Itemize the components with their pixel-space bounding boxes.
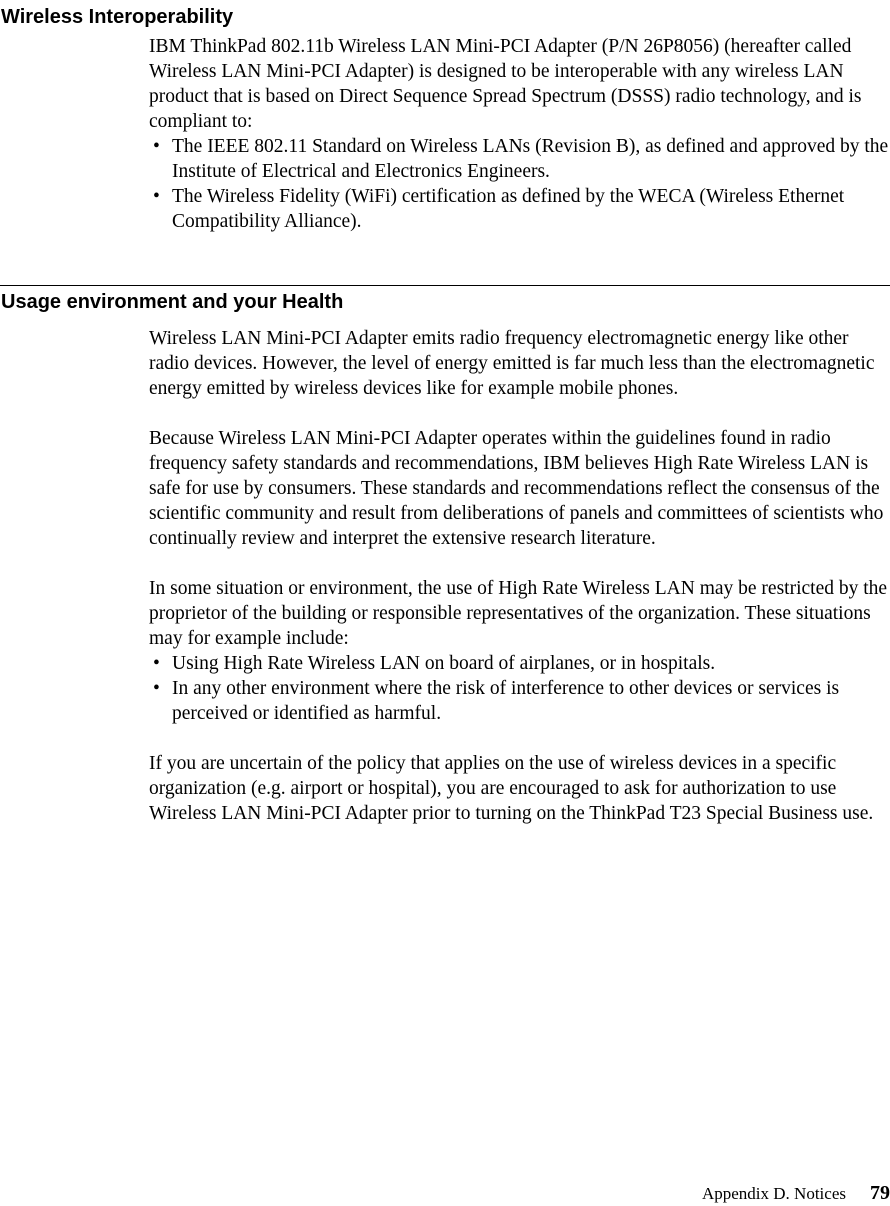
paragraph: In some situation or environment, the use of High Rate Wireless LAN may be restricted by the proprietor of the building or responsible representatives of the organization. These situations may for example include: — [149, 578, 888, 649]
section-divider — [0, 285, 890, 286]
section-heading-wireless-interoperability: Wireless Interoperability — [1, 6, 234, 28]
footer-label: Appendix D. Notices — [701, 1184, 846, 1203]
list-item: • The IEEE 802.11 Standard on Wireless LANs (Revision B), as defined and approved by the Institute of Electrical and Electronics Engineers. — [149, 134, 890, 184]
list-item: • The Wireless Fidelity (WiFi) certification as defined by the WECA (Wireless Ethernet Compatibility Alliance). — [149, 184, 890, 234]
paragraph: If you are uncertain of the policy that applies on the use of wireless devices in a specific organization (e.g. airport or hospital), you are encouraged to ask for authorization to use Wireless LAN Mini-PCI Adapter prior to turning on the ThinkPad T23 Special Business use. — [149, 753, 874, 824]
bullet-list — [149, 651, 890, 726]
section-heading-usage-environment: Usage environment and your Health — [1, 291, 344, 313]
list-item: • Using High Rate Wireless LAN on board of airplanes, or in hospitals. — [149, 651, 890, 676]
paragraph: IBM ThinkPad 802.11b Wireless LAN Mini-PCI Adapter (P/N 26P8056) (hereafter called Wireless LAN Mini-PCI Adapter) is designed to be interoperable with any wireless LAN product that is based on Direct Sequence Spread Spectrum (DSSS) radio technology, and is compliant to: — [149, 36, 862, 132]
paragraph: Wireless LAN Mini-PCI Adapter emits radio frequency electromagnetic energy like other radio devices. However, the level of energy emitted is far much less than the electromagnetic energy emitted by wireless devices like for example mobile phones. — [149, 328, 875, 399]
page-footer — [702, 1181, 890, 1206]
section-body-wireless-interoperability — [149, 34, 890, 259]
list-item: • In any other environment where the risk of interference to other devices or services is perceived or identified as harmful. — [149, 676, 890, 726]
section-body-usage-environment — [149, 326, 890, 851]
bullet-list — [149, 134, 890, 234]
page-number: 79 — [870, 1182, 890, 1204]
paragraph: Because Wireless LAN Mini-PCI Adapter operates within the guidelines found in radio frequency safety standards and recommendations, IBM believes High Rate Wireless LAN is safe for use by consumers. These standards and recommendations reflect the consensus of the scientific community and result from deliberations of panels and committees of scientists who continually review and interpret the extensive research literature. — [149, 428, 884, 549]
